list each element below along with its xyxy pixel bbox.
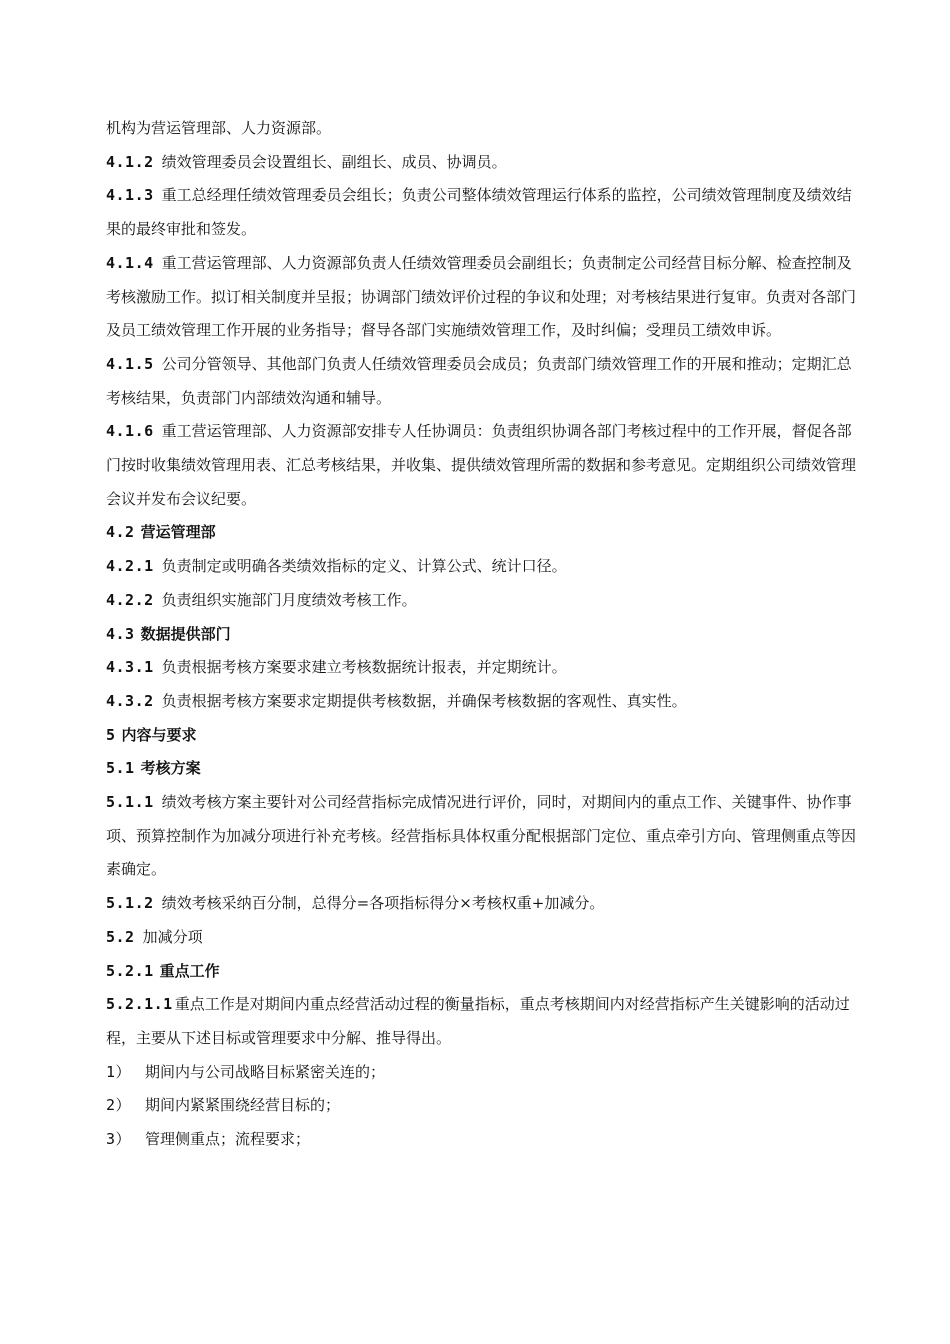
paragraph-cont: 机构为营运管理部、人力资源部。 <box>106 119 332 137</box>
document-body <box>106 112 866 1157</box>
clause-number: 5.1.1 <box>106 793 154 812</box>
paragraph-4-1-2: 4.1.2 绩效管理委员会设置组长、副组长、成员、协调员。 <box>106 152 507 171</box>
clause-number: 4.2 <box>106 523 135 542</box>
paragraph-4-3-2: 4.3.2 负责根据考核方案要求定期提供考核数据，并确保考核数据的客观性、真实性。 <box>106 691 687 710</box>
heading-4-2: 4.2 营运管理部 <box>106 523 216 542</box>
clause-number: 4.2.1 <box>106 557 154 576</box>
list-marker: 1） <box>106 1062 132 1081</box>
paragraph-4-1-4: 4.1.4 重工营运管理部、人力资源部负责人任绩效管理委员会副组长；负责制定公司经营目标分解、检查控制及考核激励工作。拟订相关制度并呈报；协调部门绩效评价过程的争议和处理；对考核结果进行复审。负责对各部门及员工绩效管理工作开展的业务指导；督导各部门实施绩效管理工作，及时纠偏；受理员工绩效申诉。 <box>106 253 857 340</box>
clause-number: 4.3.2 <box>106 691 154 710</box>
clause-number: 5.2.1.1 <box>106 995 173 1014</box>
clause-number: 4.1.2 <box>106 152 154 171</box>
list-item-2: 2） 期间内紧紧围绕经营目标的； <box>106 1096 341 1115</box>
clause-number: 4.1.3 <box>106 186 154 205</box>
heading-5-1: 5.1 考核方案 <box>106 759 201 778</box>
heading-5: 5 内容与要求 <box>106 725 197 744</box>
clause-number: 5.1 <box>106 759 135 778</box>
heading-4-3: 4.3 数据提供部门 <box>106 624 231 643</box>
clause-number: 4.3.1 <box>106 658 154 677</box>
heading-5-2-1: 5.2.1 重点工作 <box>106 961 220 980</box>
paragraph-4-1-6: 4.1.6 重工营运管理部、人力资源部安排专人任协调员：负责组织协调各部门考核过程中的工作开展，督促各部门按时收集绩效管理用表、汇总考核结果，并收集、提供绩效管理所需的数据和参考意见。定期组织公司绩效管理会议并发布会议纪要。 <box>106 422 857 508</box>
clause-number: 5.2 <box>106 927 135 946</box>
clause-number: 4.1.5 <box>106 354 154 373</box>
list-item-3: 3） 管理侧重点；流程要求； <box>106 1130 311 1149</box>
paragraph-4-1-3: 4.1.3 重工总经理任绩效管理委员会组长；负责公司整体绩效管理运行体系的监控，公司绩效管理制度及绩效结果的最终审批和签发。 <box>106 186 852 239</box>
paragraph-4-2-2: 4.2.2 负责组织实施部门月度绩效考核工作。 <box>106 590 417 609</box>
list-item-1: 1） 期间内与公司战略目标紧密关连的； <box>106 1062 386 1081</box>
list-marker: 3） <box>106 1130 132 1149</box>
heading-5-2: 5.2 加减分项 <box>106 927 203 946</box>
clause-number: 4.3 <box>106 624 135 643</box>
clause-number: 5.2.1 <box>106 961 154 980</box>
paragraph-5-1-1: 5.1.1 绩效考核方案主要针对公司经营指标完成情况进行评价，同时，对期间内的重点工作、关键事件、协作事项、预算控制作为加减分项进行补充考核。经营指标具体权重分配根据部门定位、重点牵引方向、管理侧重点等因素确定。 <box>106 793 857 879</box>
paragraph-4-2-1: 4.2.1 负责制定或明确各类绩效指标的定义、计算公式、统计口径。 <box>106 557 567 576</box>
clause-number: 4.2.2 <box>106 590 154 609</box>
clause-number: 5 <box>106 725 116 744</box>
clause-number: 4.1.4 <box>106 253 154 272</box>
paragraph-4-1-5: 4.1.5 公司分管领导、其他部门负责人任绩效管理委员会成员；负责部门绩效管理工作的开展和推动；定期汇总考核结果，负责部门内部绩效沟通和辅导。 <box>106 354 852 407</box>
paragraph-5-1-2: 5.1.2 绩效考核采纳百分制，总得分=各项指标得分×考核权重+加减分。 <box>106 894 605 913</box>
paragraph-4-3-1: 4.3.1 负责根据考核方案要求建立考核数据统计报表，并定期统计。 <box>106 658 567 677</box>
clause-number: 4.1.6 <box>106 422 154 441</box>
clause-number: 5.1.2 <box>106 894 154 913</box>
list-marker: 2） <box>106 1096 132 1115</box>
paragraph-5-2-1-1: 5.2.1.1 重点工作是对期间内重点经营活动过程的衡量指标，重点考核期间内对经营指标产生关键影响的活动过程，主要从下述目标或管理要求中分解、推导得出。 <box>106 995 850 1047</box>
